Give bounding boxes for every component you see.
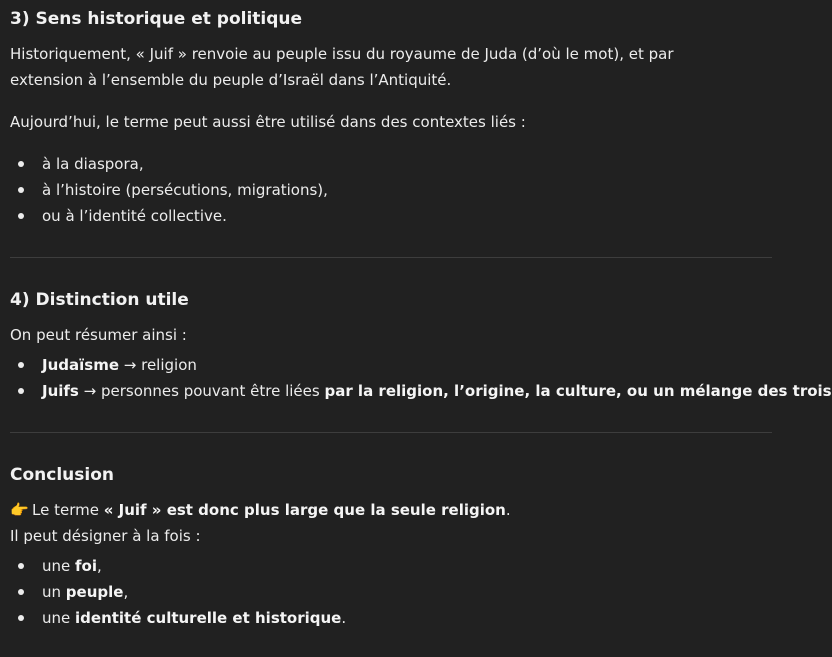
list-item-text: → religion [119, 356, 197, 374]
section-4-heading: 4) Distinction utile [10, 290, 189, 310]
list-item-text: une [42, 557, 76, 575]
list-item-emphasis: peuple [65, 583, 124, 601]
list-item [10, 579, 346, 605]
section-4-intro: On peut résumer ainsi : [10, 326, 187, 344]
list-item: à l’histoire (persécutions, migrations), [10, 177, 328, 203]
section-3-paragraph-1: Historiquement, « Juif » renvoie au peuple issu du royaume de Juda (d’où le mot), et par extension à l’ensemble du peuple d’Israël dans l’Antiquité. [10, 45, 674, 89]
list-item-text: . [341, 609, 347, 627]
conclusion-emphasis: « Juif » est donc plus large que la seule religion [103, 501, 506, 519]
list-item-emphasis: foi [75, 557, 97, 575]
list-item-text: une [42, 609, 76, 627]
pointing-hand-icon: 👉 [10, 501, 29, 519]
list-item [10, 352, 832, 378]
list-item: ou à l’identité collective. [10, 203, 328, 229]
term-juifs: Juifs [42, 382, 79, 400]
conclusion-text: Le terme [32, 501, 104, 519]
conclusion-line-2: Il peut désigner à la fois : [10, 527, 201, 545]
conclusion-list [10, 553, 346, 631]
divider [10, 432, 772, 433]
list-item-emphasis: par la religion, l’origine, la culture, ou un mélange des trois [324, 382, 832, 400]
list-item [10, 553, 346, 579]
list-item [10, 605, 346, 631]
conclusion-text: . [505, 501, 511, 519]
list-item [10, 378, 832, 404]
section-3-heading: 3) Sens historique et politique [10, 9, 303, 29]
section-3-paragraph-2: Aujourd’hui, le terme peut aussi être utilisé dans des contextes liés : [10, 113, 526, 131]
list-item-text: un [42, 583, 66, 601]
term-judaisme: Judaïsme [42, 356, 119, 374]
list-item: à la diaspora, [10, 151, 328, 177]
section-4-list [10, 352, 832, 404]
list-item-text: , [123, 583, 129, 601]
list-item-text: → personnes pouvant être liées [78, 382, 325, 400]
list-item-emphasis: identité culturelle et historique [75, 609, 342, 627]
conclusion-line-1 [10, 497, 511, 523]
section-3-list [10, 151, 328, 229]
section-3 [10, 6, 302, 32]
list-item-text: , [97, 557, 102, 575]
divider [10, 257, 772, 258]
conclusion-heading: Conclusion [10, 465, 114, 485]
